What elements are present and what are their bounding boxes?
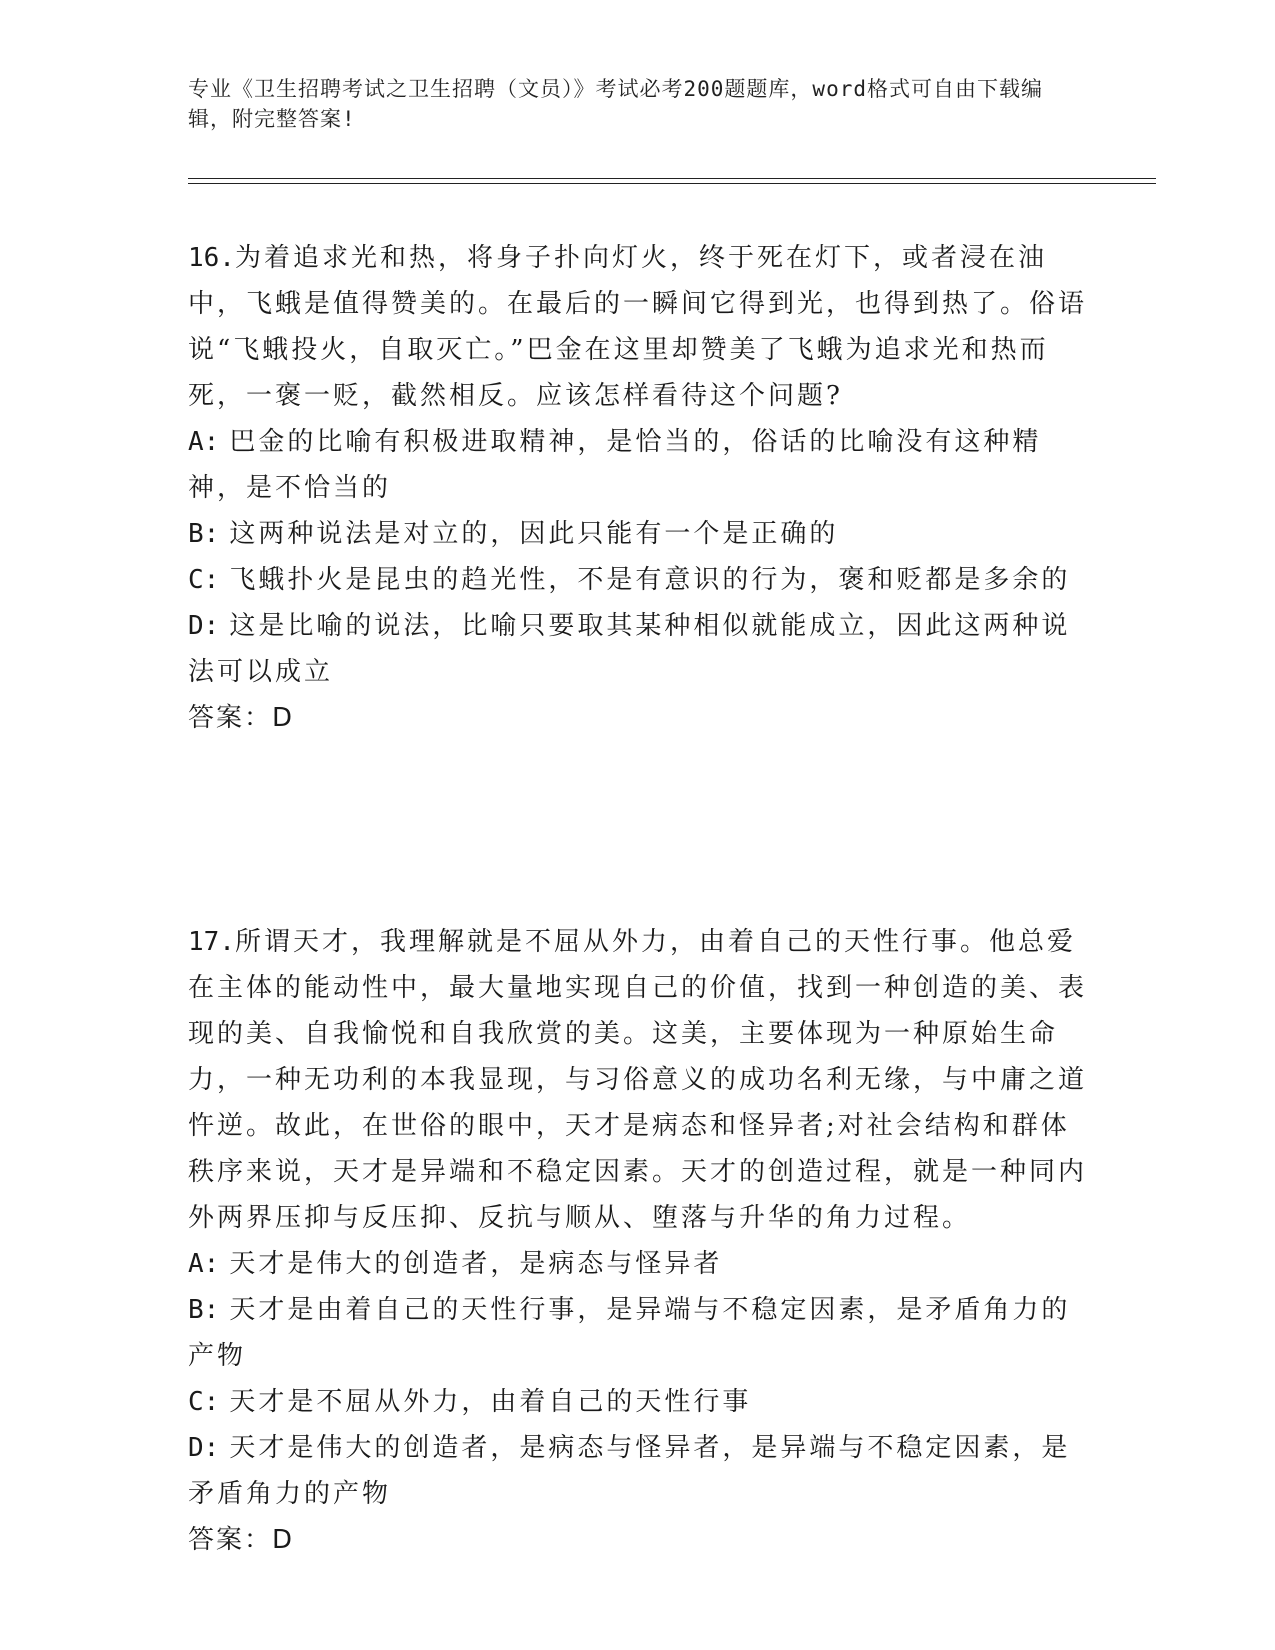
option-text: 巴金的比喻有积极进取精神，是恰当的，俗话的比喻没有这种精神，是不恰当的	[188, 427, 1042, 503]
answer-line: 答案：D	[188, 1525, 295, 1555]
option-text: 天才是伟大的创造者，是病态与怪异者，是异端与不稳定因素，是矛盾角力的产物	[188, 1433, 1071, 1509]
option-c	[188, 1379, 1088, 1425]
option-letter: B:	[188, 1295, 220, 1325]
option-a	[188, 419, 1088, 511]
question-17	[188, 919, 1088, 1563]
option-text: 飞蛾扑火是昆虫的趋光性，不是有意识的行为，褒和贬都是多余的	[229, 565, 1071, 595]
option-text: 这两种说法是对立的，因此只能有一个是正确的	[229, 519, 839, 549]
option-b	[188, 1287, 1088, 1379]
option-c	[188, 557, 1088, 603]
option-text: 天才是由着自己的天性行事，是异端与不稳定因素，是矛盾角力的产物	[188, 1295, 1071, 1371]
option-d	[188, 1425, 1088, 1517]
option-letter: D:	[188, 611, 220, 641]
question-number: 16.	[188, 243, 235, 273]
option-letter: C:	[188, 565, 220, 595]
option-d	[188, 603, 1088, 695]
question-text: 为着追求光和热，将身子扑向灯火，终于死在灯下，或者浸在油中，飞蛾是值得赞美的。在最后的一瞬间它得到光，也得到热了。俗语说“飞蛾投火，自取灭亡。”巴金在这里却赞美了飞蛾为追求光和热而死，一褒一贬，截然相反。应该怎样看待这个问题?	[188, 243, 1088, 411]
header-rule-bottom	[188, 183, 1156, 184]
header-rule-top	[188, 178, 1156, 179]
question-16	[188, 235, 1088, 741]
document-header	[188, 74, 1068, 134]
option-text: 这是比喻的说法，比喻只要取其某种相似就能成立，因此这两种说法可以成立	[188, 611, 1071, 687]
option-text: 天才是伟大的创造者，是病态与怪异者	[229, 1249, 723, 1279]
question-number: 17.	[188, 927, 235, 957]
option-a	[188, 1241, 1088, 1287]
option-text: 天才是不屈从外力，由着自己的天性行事	[229, 1387, 752, 1417]
option-letter: A:	[188, 1249, 220, 1279]
option-letter: B:	[188, 519, 220, 549]
question-stem	[188, 235, 1088, 419]
header-text: 专业《卫生招聘考试之卫生招聘（文员）》考试必考200题题库，word格式可自由下载编辑，附完整答案!	[188, 77, 1043, 131]
question-text: 所谓天才，我理解就是不屈从外力，由着自己的天性行事。他总爱在主体的能动性中，最大量地实现自己的价值，找到一种创造的美、表现的美、自我愉悦和自我欣赏的美。这美，主要体现为一种原始生命力，一种无功利的本我显现，与习俗意义的成功名利无缘，与中庸之道忤逆。故此，在世俗的眼中，天才是病态和怪异者;对社会结构和群体秩序来说，天才是异端和不稳定因素。天才的创造过程，就是一种同内外两界压抑与反压抑、反抗与顺从、堕落与升华的角力过程。	[188, 927, 1088, 1233]
answer-line: 答案：D	[188, 703, 295, 733]
option-b	[188, 511, 1088, 557]
option-letter: A:	[188, 427, 220, 457]
question-stem	[188, 919, 1088, 1241]
option-letter: C:	[188, 1387, 220, 1417]
option-letter: D:	[188, 1433, 220, 1463]
